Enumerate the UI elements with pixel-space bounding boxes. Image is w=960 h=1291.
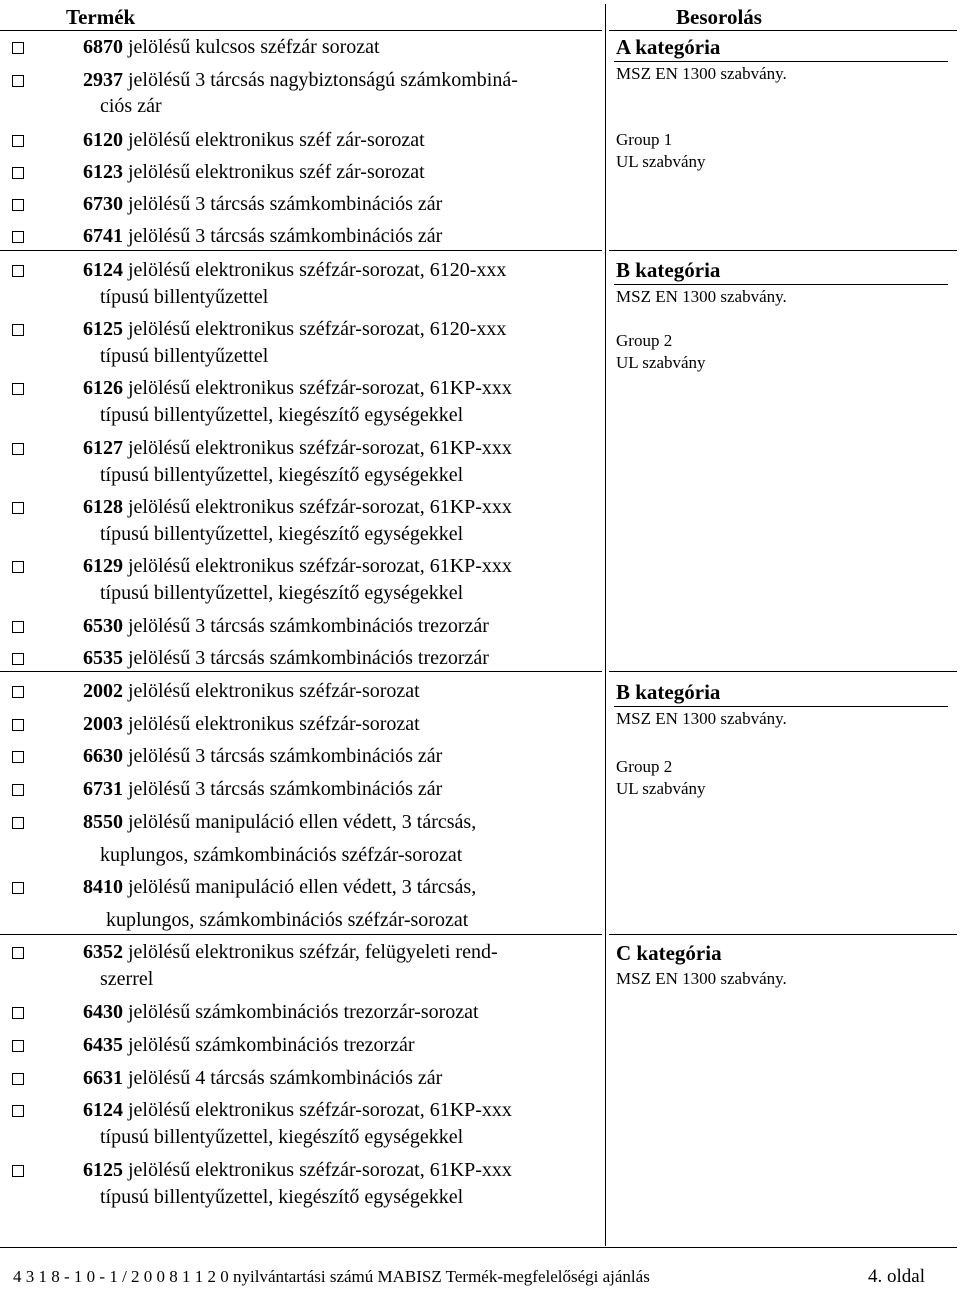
- checkbox[interactable]: [12, 265, 24, 277]
- product-description: [83, 553, 595, 580]
- product-description: [83, 939, 595, 966]
- product-text: jelölésű számkombinációs trezorzár-sorozat: [123, 1001, 479, 1023]
- footer-divider: [0, 1247, 957, 1248]
- group-divider-right: [609, 671, 957, 672]
- checkbox[interactable]: [12, 1073, 24, 1085]
- product-description-continued: típusú billentyűzettel, kiegészítő egységekkel: [100, 1186, 464, 1208]
- product-number: 6741: [83, 225, 123, 247]
- product-text: jelölésű 3 tárcsás számkombinációs zár: [123, 745, 443, 767]
- product-description: [83, 494, 595, 521]
- checkbox[interactable]: [12, 882, 24, 894]
- product-number: 6124: [83, 259, 123, 281]
- product-number: 8550: [83, 811, 123, 833]
- product-number: 6430: [83, 1001, 123, 1023]
- product-number: 6124: [83, 1099, 123, 1121]
- product-text: jelölésű 3 tárcsás számkombinációs trezorzár: [123, 615, 489, 637]
- ul-standard-label: UL szabvány: [616, 779, 706, 798]
- product-number: 6535: [83, 647, 123, 669]
- category-underline: [614, 284, 948, 285]
- product-number: 6352: [83, 941, 123, 963]
- product-description: [83, 743, 595, 770]
- product-text: jelölésű elektronikus széfzár-sorozat, 61KP-xxx: [123, 1159, 512, 1181]
- group-divider-left: [0, 250, 602, 251]
- header-divider-right: [609, 30, 957, 31]
- product-description-continued: típusú billentyűzettel, kiegészítő egységekkel: [100, 1126, 464, 1148]
- product-number: 6870: [83, 36, 123, 58]
- checkbox[interactable]: [12, 1007, 24, 1019]
- product-text: jelölésű kulcsos széfzár sorozat: [123, 36, 380, 58]
- product-description: [83, 809, 595, 836]
- standard-label: MSZ EN 1300 szabvány.: [616, 64, 787, 83]
- product-description: [83, 1032, 595, 1059]
- product-description: [83, 874, 595, 901]
- category-label: C kategória: [616, 941, 722, 965]
- product-number: 6129: [83, 555, 123, 577]
- product-text: jelölésű elektronikus széfzár-sorozat, 6120-xxx: [123, 259, 507, 281]
- category-label: B kategória: [616, 680, 721, 704]
- group-label: Group 1: [616, 130, 673, 149]
- product-number: 6128: [83, 496, 123, 518]
- standard-label: MSZ EN 1300 szabvány.: [616, 709, 787, 728]
- checkbox[interactable]: [12, 167, 24, 179]
- checkbox[interactable]: [12, 1040, 24, 1052]
- column-header-classification: Besorolás: [676, 5, 762, 29]
- standard-label: MSZ EN 1300 szabvány.: [616, 969, 787, 988]
- checkbox[interactable]: [12, 42, 24, 54]
- product-number: 6127: [83, 437, 123, 459]
- product-description-continued: típusú billentyűzettel, kiegészítő egységekkel: [100, 404, 464, 426]
- group-divider-right: [609, 250, 957, 251]
- ul-standard-label: UL szabvány: [616, 353, 706, 372]
- product-text: jelölésű elektronikus széf zár-sorozat: [123, 161, 425, 183]
- page-number: 4. oldal: [868, 1266, 925, 1287]
- product-text: jelölésű elektronikus széfzár-sorozat: [123, 680, 420, 702]
- checkbox[interactable]: [12, 686, 24, 698]
- group-label: Group 2: [616, 331, 673, 350]
- product-description: [83, 34, 595, 61]
- checkbox[interactable]: [12, 199, 24, 211]
- product-number: 6731: [83, 778, 123, 800]
- product-description: [83, 1097, 595, 1124]
- checkbox[interactable]: [12, 719, 24, 731]
- product-number: 6120: [83, 129, 123, 151]
- checkbox[interactable]: [12, 1105, 24, 1117]
- category-underline: [614, 61, 948, 62]
- checkbox[interactable]: [12, 75, 24, 87]
- product-description: [83, 776, 595, 803]
- product-text: jelölésű manipuláció ellen védett, 3 tárcsás,: [123, 876, 477, 898]
- product-text: jelölésű 4 tárcsás számkombinációs zár: [123, 1067, 443, 1089]
- ul-standard-label: UL szabvány: [616, 152, 706, 171]
- product-number: 2937: [83, 69, 123, 91]
- category-label: A kategória: [616, 35, 721, 59]
- product-description: [83, 257, 595, 284]
- category-label: B kategória: [616, 258, 721, 282]
- product-description: [83, 645, 595, 672]
- product-number: 6530: [83, 615, 123, 637]
- product-description: [83, 613, 595, 640]
- checkbox[interactable]: [12, 817, 24, 829]
- product-text: jelölésű elektronikus széfzár-sorozat, 61KP-xxx: [123, 496, 512, 518]
- product-text: jelölésű 3 tárcsás számkombinációs zár: [123, 193, 443, 215]
- group-divider-left: [0, 934, 602, 935]
- product-description-continued: típusú billentyűzettel, kiegészítő egységekkel: [100, 464, 464, 486]
- category-underline: [614, 706, 948, 707]
- product-description-continued: típusú billentyűzettel: [100, 286, 269, 308]
- column-header-product: Termék: [66, 5, 136, 29]
- checkbox[interactable]: [12, 621, 24, 633]
- product-description-continued: szerrel: [100, 968, 154, 990]
- product-description: [83, 711, 595, 738]
- product-description: [83, 316, 595, 343]
- product-number: 6630: [83, 745, 123, 767]
- product-number: 6125: [83, 318, 123, 340]
- product-text: jelölésű 3 tárcsás számkombinációs trezorzár: [123, 647, 489, 669]
- header-divider-left: [0, 30, 602, 31]
- product-description: [83, 191, 595, 218]
- product-number: 6631: [83, 1067, 123, 1089]
- product-text: jelölésű 3 tárcsás nagybiztonságú számkombiná-: [123, 69, 518, 91]
- product-description-continued: kuplungos, számkombinációs széfzár-sorozat: [100, 844, 463, 866]
- group-divider-left: [0, 671, 602, 672]
- product-description: [83, 159, 595, 186]
- standard-label: MSZ EN 1300 szabvány.: [616, 287, 787, 306]
- product-description: [83, 678, 595, 705]
- checkbox[interactable]: [12, 784, 24, 796]
- product-text: jelölésű elektronikus széfzár-sorozat: [123, 713, 420, 735]
- checkbox[interactable]: [12, 947, 24, 959]
- product-description: [83, 999, 595, 1026]
- product-number: 6435: [83, 1034, 123, 1056]
- checkbox[interactable]: [12, 751, 24, 763]
- product-number: 6123: [83, 161, 123, 183]
- product-text: jelölésű 3 tárcsás számkombinációs zár: [123, 225, 443, 247]
- product-text: jelölésű elektronikus széfzár, felügyeleti rend-: [123, 941, 498, 963]
- product-number: 2002: [83, 680, 123, 702]
- product-text: jelölésű elektronikus széfzár-sorozat, 61KP-xxx: [123, 437, 512, 459]
- checkbox[interactable]: [12, 324, 24, 336]
- group-label: Group 2: [616, 757, 673, 776]
- product-description: [83, 67, 595, 94]
- product-text: jelölésű számkombinációs trezorzár: [123, 1034, 415, 1056]
- group-divider-right: [609, 934, 957, 935]
- product-text: jelölésű 3 tárcsás számkombinációs zár: [123, 778, 443, 800]
- product-description-continued: típusú billentyűzettel, kiegészítő egységekkel: [100, 582, 464, 604]
- checkbox[interactable]: [12, 383, 24, 395]
- product-text: jelölésű elektronikus széfzár-sorozat, 61KP-xxx: [123, 555, 512, 577]
- product-description: [83, 435, 595, 462]
- checkbox[interactable]: [12, 135, 24, 147]
- product-text: jelölésű elektronikus széfzár-sorozat, 61KP-xxx: [123, 377, 512, 399]
- checkbox[interactable]: [12, 231, 24, 243]
- product-number: 6126: [83, 377, 123, 399]
- checkbox[interactable]: [12, 443, 24, 455]
- product-description: [83, 1065, 595, 1092]
- footer-registration: 4 3 1 8 - 1 0 - 1 / 2 0 0 8 1 1 2 0 nyilvántartási számú MABISZ Termék-megfelelőségi ajánlás: [13, 1267, 650, 1286]
- product-number: 2003: [83, 713, 123, 735]
- product-description-continued: kuplungos, számkombinációs széfzár-sorozat: [106, 909, 469, 931]
- product-description: [83, 127, 595, 154]
- product-description-continued: ciós zár: [100, 95, 162, 117]
- product-text: jelölésű elektronikus széf zár-sorozat: [123, 129, 425, 151]
- product-description-continued: típusú billentyűzettel: [100, 345, 269, 367]
- checkbox[interactable]: [12, 1165, 24, 1177]
- checkbox[interactable]: [12, 561, 24, 573]
- checkbox[interactable]: [12, 653, 24, 665]
- product-number: 8410: [83, 876, 123, 898]
- product-description-continued: típusú billentyűzettel, kiegészítő egységekkel: [100, 523, 464, 545]
- product-number: 6730: [83, 193, 123, 215]
- product-description: [83, 1157, 595, 1184]
- column-divider: [605, 4, 606, 1246]
- product-description: [83, 375, 595, 402]
- checkbox[interactable]: [12, 502, 24, 514]
- product-text: jelölésű manipuláció ellen védett, 3 tárcsás,: [123, 811, 477, 833]
- product-text: jelölésű elektronikus széfzár-sorozat, 6120-xxx: [123, 318, 507, 340]
- product-number: 6125: [83, 1159, 123, 1181]
- product-text: jelölésű elektronikus széfzár-sorozat, 61KP-xxx: [123, 1099, 512, 1121]
- product-description: [83, 223, 595, 250]
